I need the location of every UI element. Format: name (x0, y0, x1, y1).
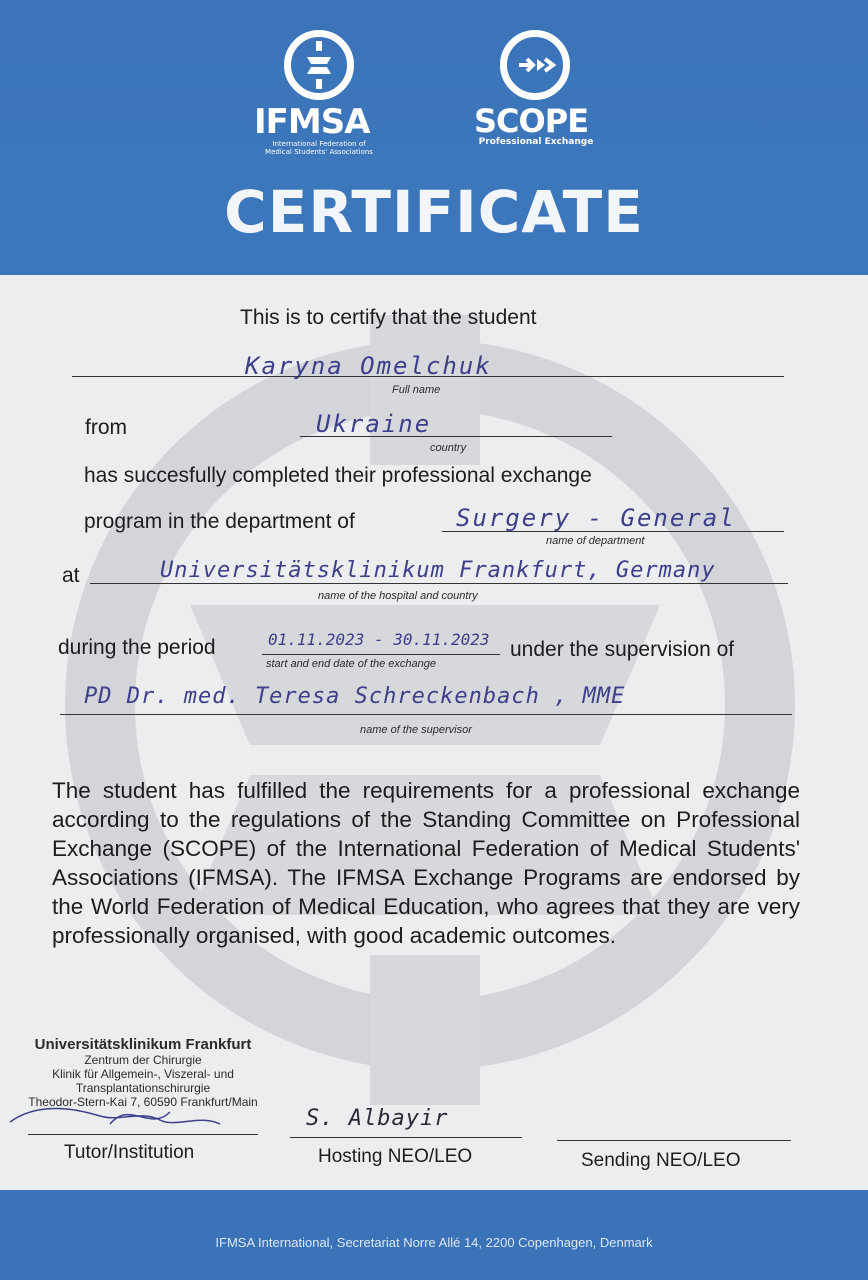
stamp-line-5: Theodor-Stern-Kai 7, 60590 Frankfurt/Main (28, 1095, 258, 1109)
department-label: name of department (546, 535, 645, 547)
at-text: at (62, 564, 80, 587)
requirements-paragraph: The student has fulfilled the requirements for a professional exchange according to the regulations of the Standing Committee on Professional Exchange (SCOPE) of the International Federation of Medical Students' Associations (IFMSA). The IFMSA Exchange Programs are endorsed by the World Federation of Medical Education, who agrees that they are very professionally organised, with good academic outcomes. (52, 778, 800, 948)
stamp-line-2: Zentrum der Chirurgie (84, 1053, 202, 1067)
scope-name: SCOPE (474, 102, 589, 140)
completed-text-line2: program in the department of (84, 510, 355, 533)
ifmsa-logo-icon (284, 30, 354, 100)
ifmsa-name: IFMSA (254, 102, 370, 142)
hospital-value: Universitätsklinikum Frankfurt, Germany (160, 558, 716, 583)
ifmsa-subtitle: International Federation of Medical Students' Associations (265, 140, 373, 156)
supervisor-line (60, 714, 792, 715)
completed-text-line1: has succesfully completed their professional exchange (84, 464, 592, 487)
supervision-text: under the supervision of (510, 638, 735, 661)
supervisor-value: PD Dr. med. Teresa Schreckenbach , MME (84, 684, 626, 709)
period-line (262, 654, 500, 655)
stamp-line-1: Universitätsklinikum Frankfurt (34, 1036, 252, 1053)
student-name-value: Karyna Omelchuk (245, 352, 492, 380)
hospital-label: name of the hospital and country (318, 590, 478, 602)
intro-text: This is to certify that the student (240, 306, 537, 329)
tutor-signature-icon (0, 1080, 260, 1140)
supervisor-label: name of the supervisor (360, 724, 472, 736)
hospital-line (90, 583, 788, 584)
certificate-header (0, 0, 868, 275)
footer-address: IFMSA International, Secretariat Norre Allé 14, 2200 Copenhagen, Denmark (215, 1235, 653, 1250)
sending-signature-line (557, 1140, 791, 1141)
tutor-label: Tutor/Institution (64, 1142, 195, 1163)
department-value: Surgery - General (456, 504, 736, 532)
hosting-label: Hosting NEO/LEO (318, 1146, 473, 1167)
period-text: during the period (58, 636, 216, 659)
sending-label: Sending NEO/LEO (581, 1150, 741, 1171)
hosting-signature-line (290, 1137, 522, 1138)
scope-subtitle: Professional Exchange (478, 137, 594, 147)
period-label: start and end date of the exchange (266, 658, 437, 670)
country-value: Ukraine (316, 410, 432, 438)
stamp-line-3: Klinik für Allgemein-, Viszeral- und (52, 1067, 234, 1081)
stamp-line-4: Transplantationschirurgie (75, 1081, 211, 1095)
period-value: 01.11.2023 - 30.11.2023 (268, 630, 490, 649)
scope-logo-icon (500, 30, 570, 100)
student-name-line (72, 376, 784, 377)
hosting-signature-value: S. Albayir (306, 1106, 449, 1131)
student-name-label: Full name (392, 384, 441, 396)
country-line (300, 436, 612, 437)
country-label: country (430, 442, 467, 454)
department-line (442, 531, 784, 532)
tutor-signature-line (28, 1134, 258, 1135)
certificate-title: CERTIFICATE (224, 178, 644, 246)
from-text: from (85, 416, 127, 439)
